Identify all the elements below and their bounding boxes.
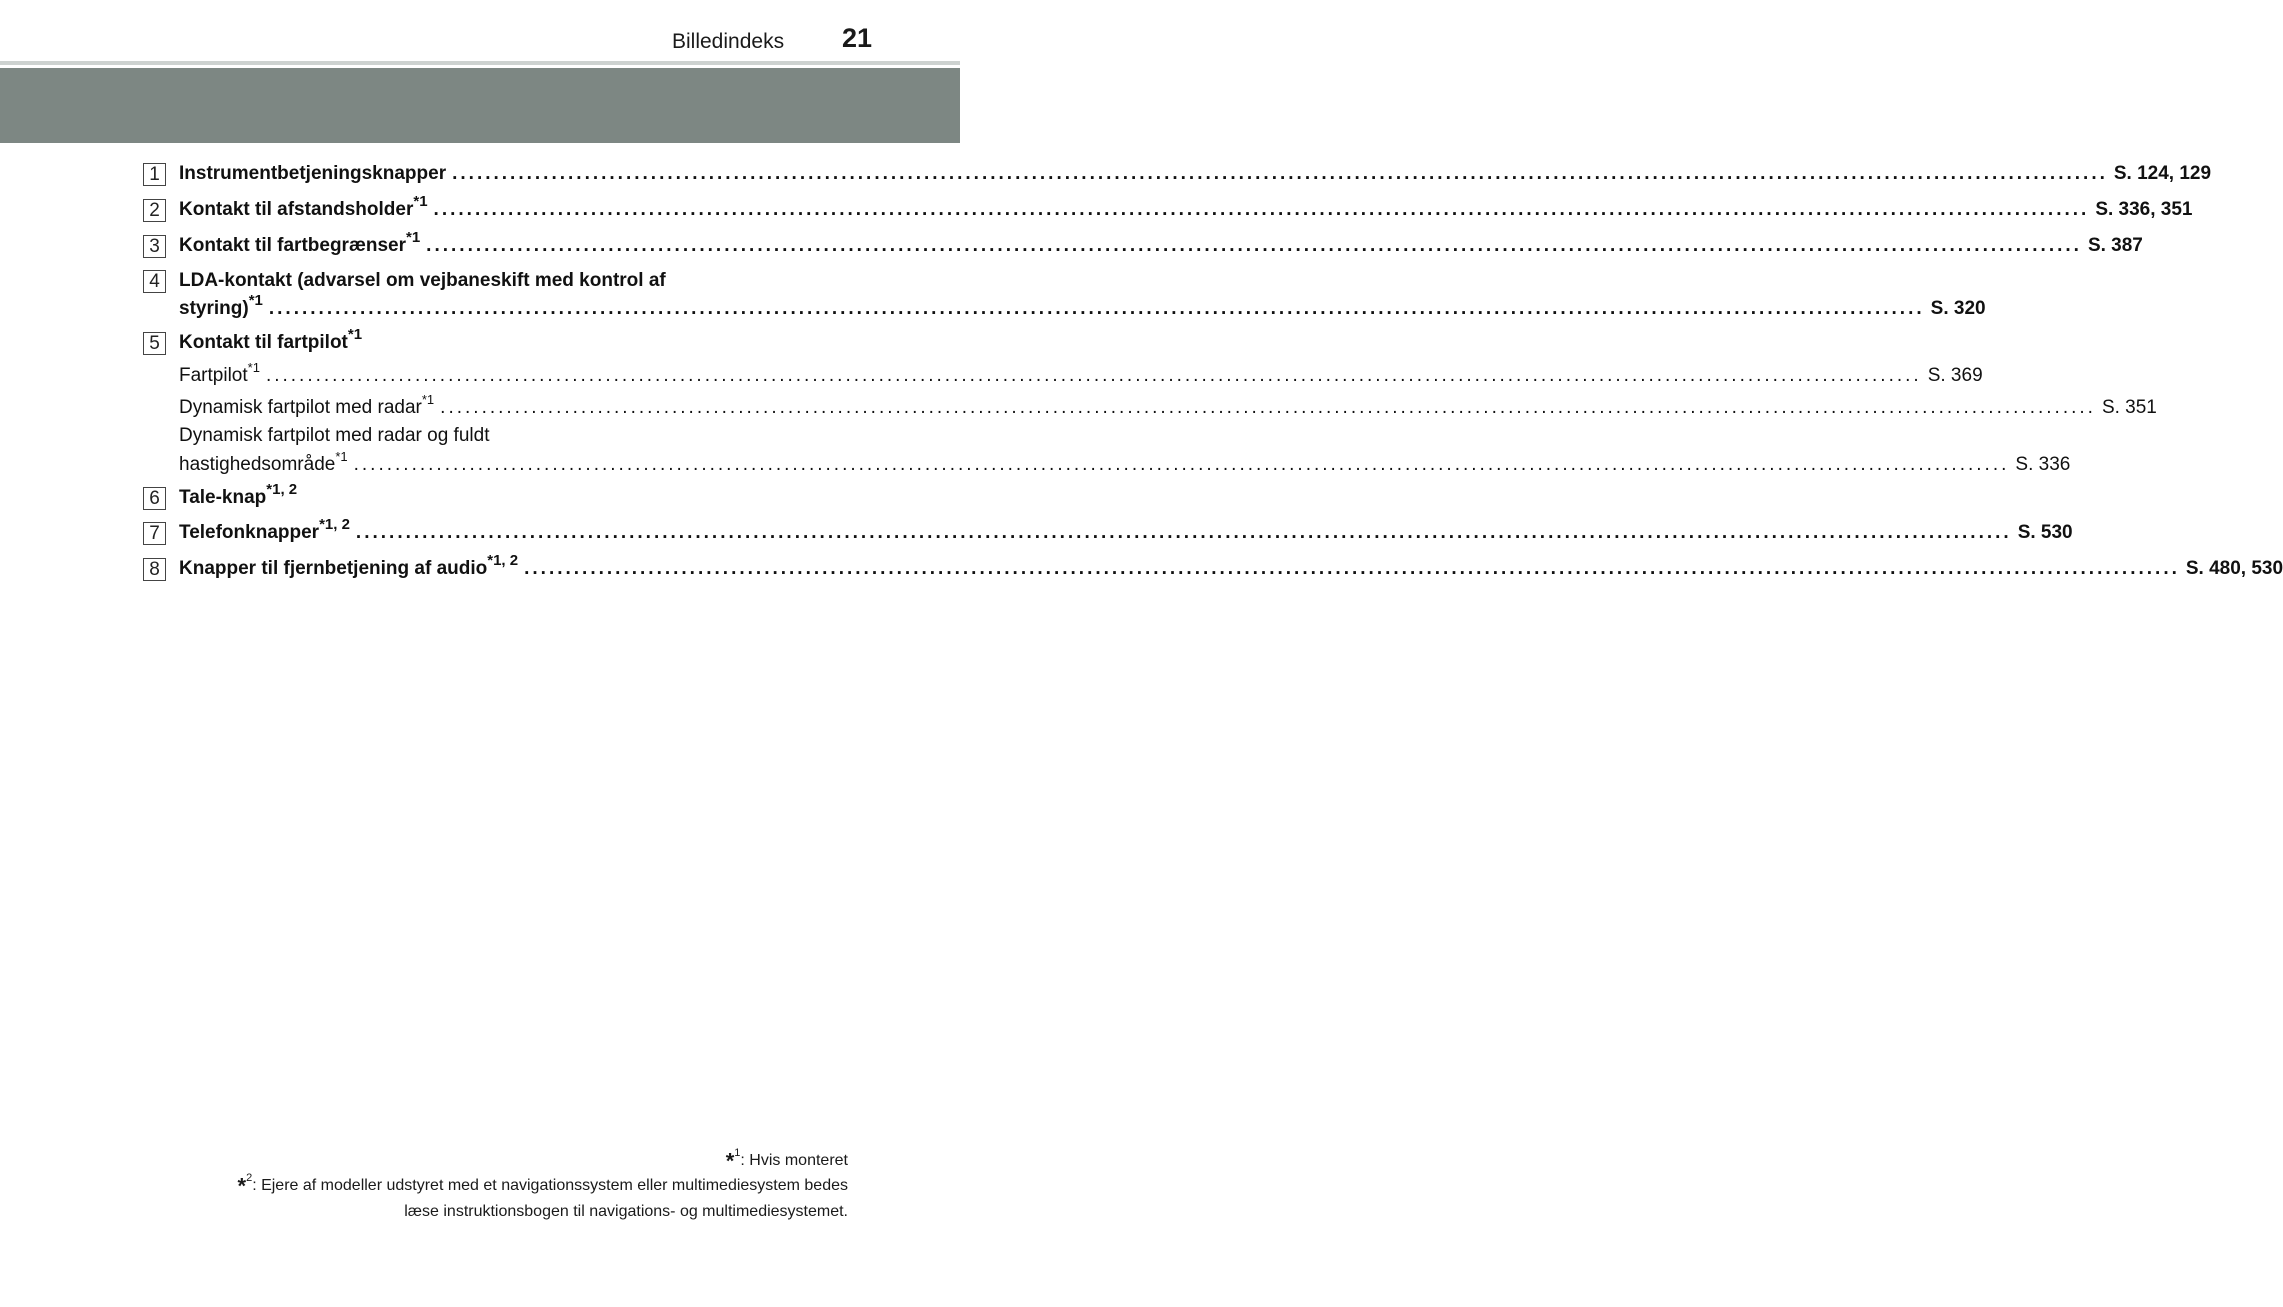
entry-line[interactable] bbox=[179, 228, 2143, 258]
number-badge: 4 bbox=[143, 270, 166, 293]
entry-heading bbox=[179, 327, 810, 355]
entry-line-wrap bbox=[179, 265, 810, 293]
sub-entry-label: Dynamisk fartpilot med radar$^{*1}$ bbox=[179, 391, 435, 418]
footnote-ref: *1, 2 bbox=[266, 480, 298, 498]
page-ref[interactable]: S. 351 bbox=[2101, 397, 2157, 418]
sub-entry-line[interactable] bbox=[179, 448, 2071, 477]
page-ref[interactable]: S. 530 bbox=[2017, 522, 2073, 543]
entry-line[interactable] bbox=[179, 291, 1986, 321]
sub-entry-line[interactable] bbox=[179, 391, 2157, 420]
page-number: 21 bbox=[842, 23, 873, 53]
entry-label: LDA-kontakt (advarsel om vejbaneskift med kontrol af bbox=[179, 270, 666, 291]
footnote-ref: *1 bbox=[413, 192, 428, 210]
footnotes bbox=[100, 1148, 848, 1224]
footnote-ref: *1 bbox=[248, 291, 263, 309]
entry-label: Kontakt til afstandsholder$^{*1}$ bbox=[179, 192, 428, 220]
number-badge: 5 bbox=[143, 332, 166, 355]
entry-label: Kontakt til fartpilot$^{*1}$ bbox=[179, 325, 363, 353]
entry-line[interactable] bbox=[179, 515, 2073, 545]
entry-label: Kontakt til fartbegrænser$^{*1}$ bbox=[179, 228, 421, 256]
header-divider bbox=[0, 61, 960, 65]
dot-leader: ........................................................................................................................................................................................................ bbox=[524, 558, 2180, 579]
sub-entry-line-wrap bbox=[179, 420, 810, 448]
footnote-ref: *1 bbox=[405, 228, 421, 246]
number-badge: 1 bbox=[143, 163, 166, 186]
page-ref[interactable]: S. 480, 530 bbox=[2185, 558, 2283, 579]
entry-label: Telefonknapper$^{*1, 2}$ bbox=[179, 515, 350, 543]
number-badge: 6 bbox=[143, 487, 166, 510]
page-ref[interactable]: S. 124, 129 bbox=[2113, 163, 2212, 184]
entry-line[interactable] bbox=[179, 482, 810, 510]
page-header bbox=[0, 0, 960, 60]
dot-leader: ........................................................................................................................................................................................................ bbox=[355, 522, 2012, 543]
entry-label: Tale-knap$^{*1, 2}$ bbox=[179, 480, 298, 508]
page-ref[interactable]: S. 336, 351 bbox=[2095, 199, 2193, 220]
sub-entry-label: Dynamisk fartpilot med radar og fuldt bbox=[179, 425, 490, 446]
dot-leader: ........................................................................................................................................................................................................ bbox=[452, 163, 2108, 184]
sub-entry-label: Fartpilot$^{*1}$ bbox=[179, 359, 260, 386]
footnote-ref: *1, 2 bbox=[319, 515, 350, 533]
dot-leader: ........................................................................................................................................................................................................ bbox=[426, 235, 2082, 256]
footnote-ref: *1 bbox=[347, 325, 363, 343]
number-badge: 8 bbox=[143, 558, 166, 581]
entry-line[interactable] bbox=[179, 192, 2193, 222]
sub-entry-line[interactable] bbox=[179, 359, 1983, 388]
dot-leader: ........................................................................................................................................................................................................ bbox=[433, 199, 2090, 220]
entry-label: Knapper til fjernbetjening af audio$^{*1, 2}$ bbox=[179, 551, 519, 579]
number-badge: 3 bbox=[143, 235, 166, 258]
footnote-ref: *1 bbox=[335, 448, 348, 464]
gray-banner bbox=[0, 68, 960, 143]
page-ref[interactable]: S. 336 bbox=[2015, 454, 2071, 475]
sub-entry-label: hastighedsområde$^{*1}$ bbox=[179, 448, 348, 475]
entry-label: Instrumentbetjeningsknapper bbox=[179, 163, 447, 184]
footnote-2: *$^2$: Ejere af modeller udstyret med et navigationssystem eller multimediesystem bedes bbox=[237, 1171, 848, 1199]
entry-line[interactable] bbox=[179, 158, 2212, 186]
dot-leader: ........................................................................................................................................................................................................ bbox=[265, 365, 1922, 386]
entry-label: styring)$^{*1}$ bbox=[179, 291, 263, 319]
section-title: Billedindeks bbox=[672, 30, 785, 53]
number-badge: 2 bbox=[143, 199, 166, 222]
dot-leader: ........................................................................................................................................................................................................ bbox=[353, 454, 2010, 475]
entry-line[interactable] bbox=[179, 551, 2283, 581]
footnote-ref: *1, 2 bbox=[487, 551, 519, 569]
page-ref[interactable]: S. 369 bbox=[1927, 365, 1983, 386]
footnote-1: *$^1$: Hvis monteret bbox=[725, 1146, 848, 1174]
dot-leader: ........................................................................................................................................................................................................ bbox=[440, 397, 2096, 418]
number-badge: 7 bbox=[143, 522, 166, 545]
footnote-ref: *1 bbox=[247, 359, 260, 375]
footnote-ref: *1 bbox=[421, 391, 435, 407]
page-ref[interactable]: S. 320 bbox=[1930, 298, 1986, 319]
dot-leader: ........................................................................................................................................................................................................ bbox=[268, 298, 1925, 319]
footnote-2-continued: læse instruktionsbogen til navigations- og multimediesystemet. bbox=[404, 1202, 848, 1220]
page-ref[interactable]: S. 387 bbox=[2087, 235, 2143, 256]
